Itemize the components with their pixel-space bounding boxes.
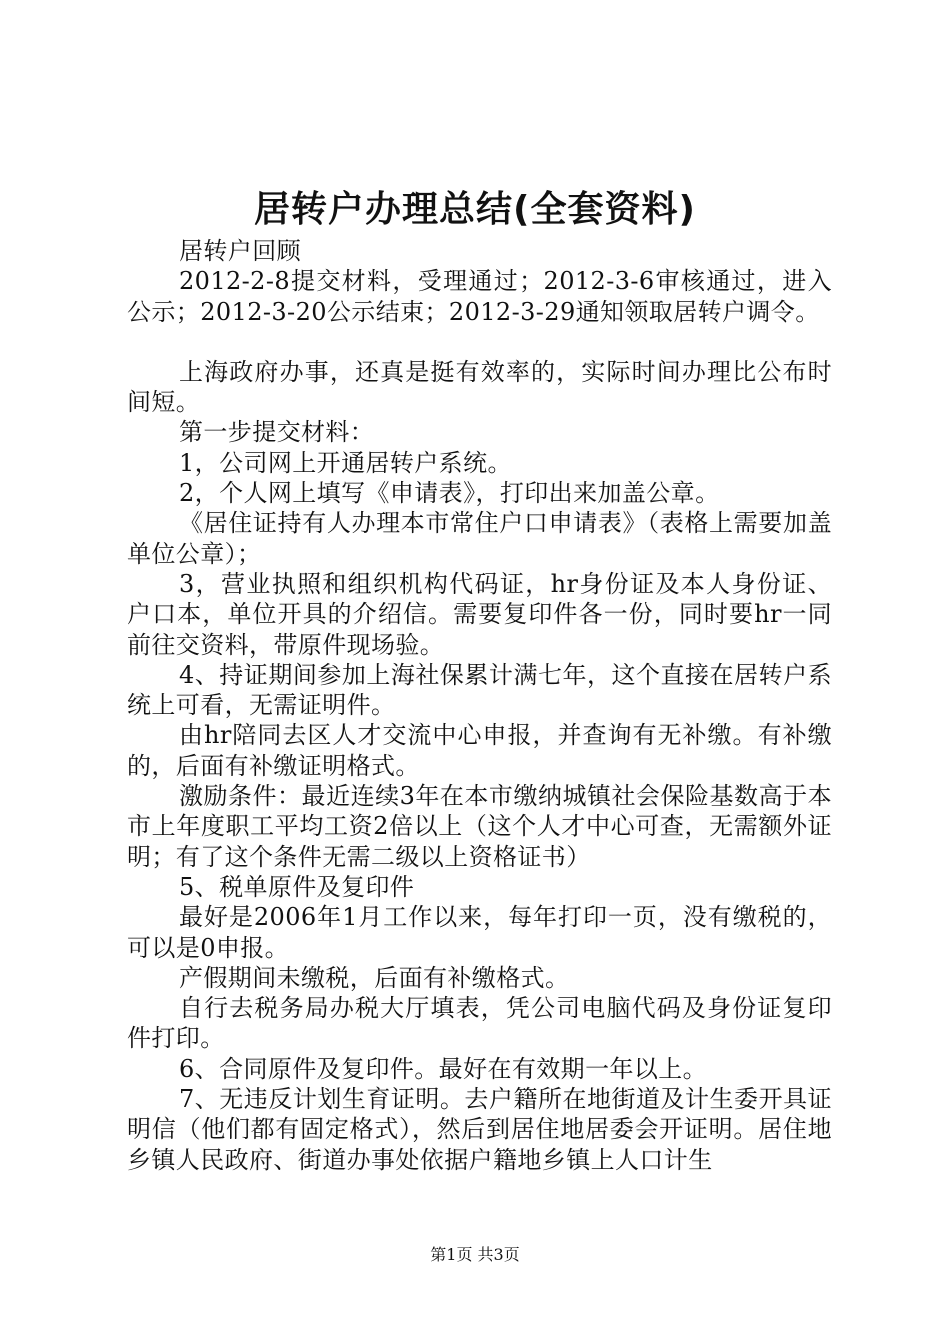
paragraph-step-one: 第一步提交材料： (179, 418, 375, 447)
paragraph-item-1: 1，公司网上开通居转户系统。 (179, 448, 512, 477)
document-body (127, 236, 832, 1175)
paragraph-hr-declaration: 由hr陪同去区人才交流中心申报，并查询有无补缴。有补缴的，后面有补缴证明格式。 (127, 721, 832, 780)
paragraph-timeline: 2012-2-8提交材料，受理通过；2012-3-6审核通过，进入公示；2012-3-20公示结束；2012-3-29通知领取居转户调令。 (127, 267, 832, 326)
paragraph-item-6: 6、合同原件及复印件。最好在有效期一年以上。 (179, 1054, 708, 1083)
paragraph-application-form: 《居住证持有人办理本市常住户口申请表》（表格上需要加盖单位公章）； (127, 509, 832, 568)
paragraph-maternity-tax: 产假期间未缴税，后面有补缴格式。 (179, 963, 570, 992)
paragraph-tax-years: 最好是2006年1月工作以来，每年打印一页，没有缴税的，可以是0申报。 (127, 903, 832, 962)
paragraph-item-2: 2，个人网上填写《申请表》，打印出来加盖公章。 (179, 479, 720, 508)
page-indicator: 第1页 共3页 (430, 1245, 520, 1264)
paragraph-incentive: 激励条件：最近连续3年在本市缴纳城镇社会保险基数高于本市上年度职工平均工资2倍以上（这个人才中心可查，无需额外证明；有了这个条件无需二级以上资格证书） (127, 782, 832, 871)
document-title: 居转户办理总结(全套资料) (254, 189, 696, 230)
paragraph-item-3: 3，营业执照和组织机构代码证，hr身份证及本人身份证、户口本，单位开具的介绍信。需要复印件各一份，同时要hr一同前往交资料，带原件现场验。 (127, 569, 832, 659)
paragraph-efficiency: 上海政府办事，还真是挺有效率的，实际时间办理比公布时间短。 (127, 357, 832, 417)
paragraph-tax-office: 自行去税务局办税大厅填表，凭公司电脑代码及身份证复印件打印。 (127, 994, 832, 1053)
paragraph-review-heading: 居转户回顾 (179, 237, 301, 265)
paragraph-item-7: 7、无违反计划生育证明。去户籍所在地街道及计生委开具证明信（他们都有固定格式），然后到居住地居委会开证明。居住地乡镇人民政府、街道办事处依据户籍地乡镇上人口计生 (127, 1085, 832, 1174)
paragraph-item-5: 5、税单原件及复印件 (179, 872, 415, 901)
paragraph-item-4: 4、持证期间参加上海社保累计满七年，这个直接在居转户系统上可看，无需证明件。 (127, 660, 832, 720)
